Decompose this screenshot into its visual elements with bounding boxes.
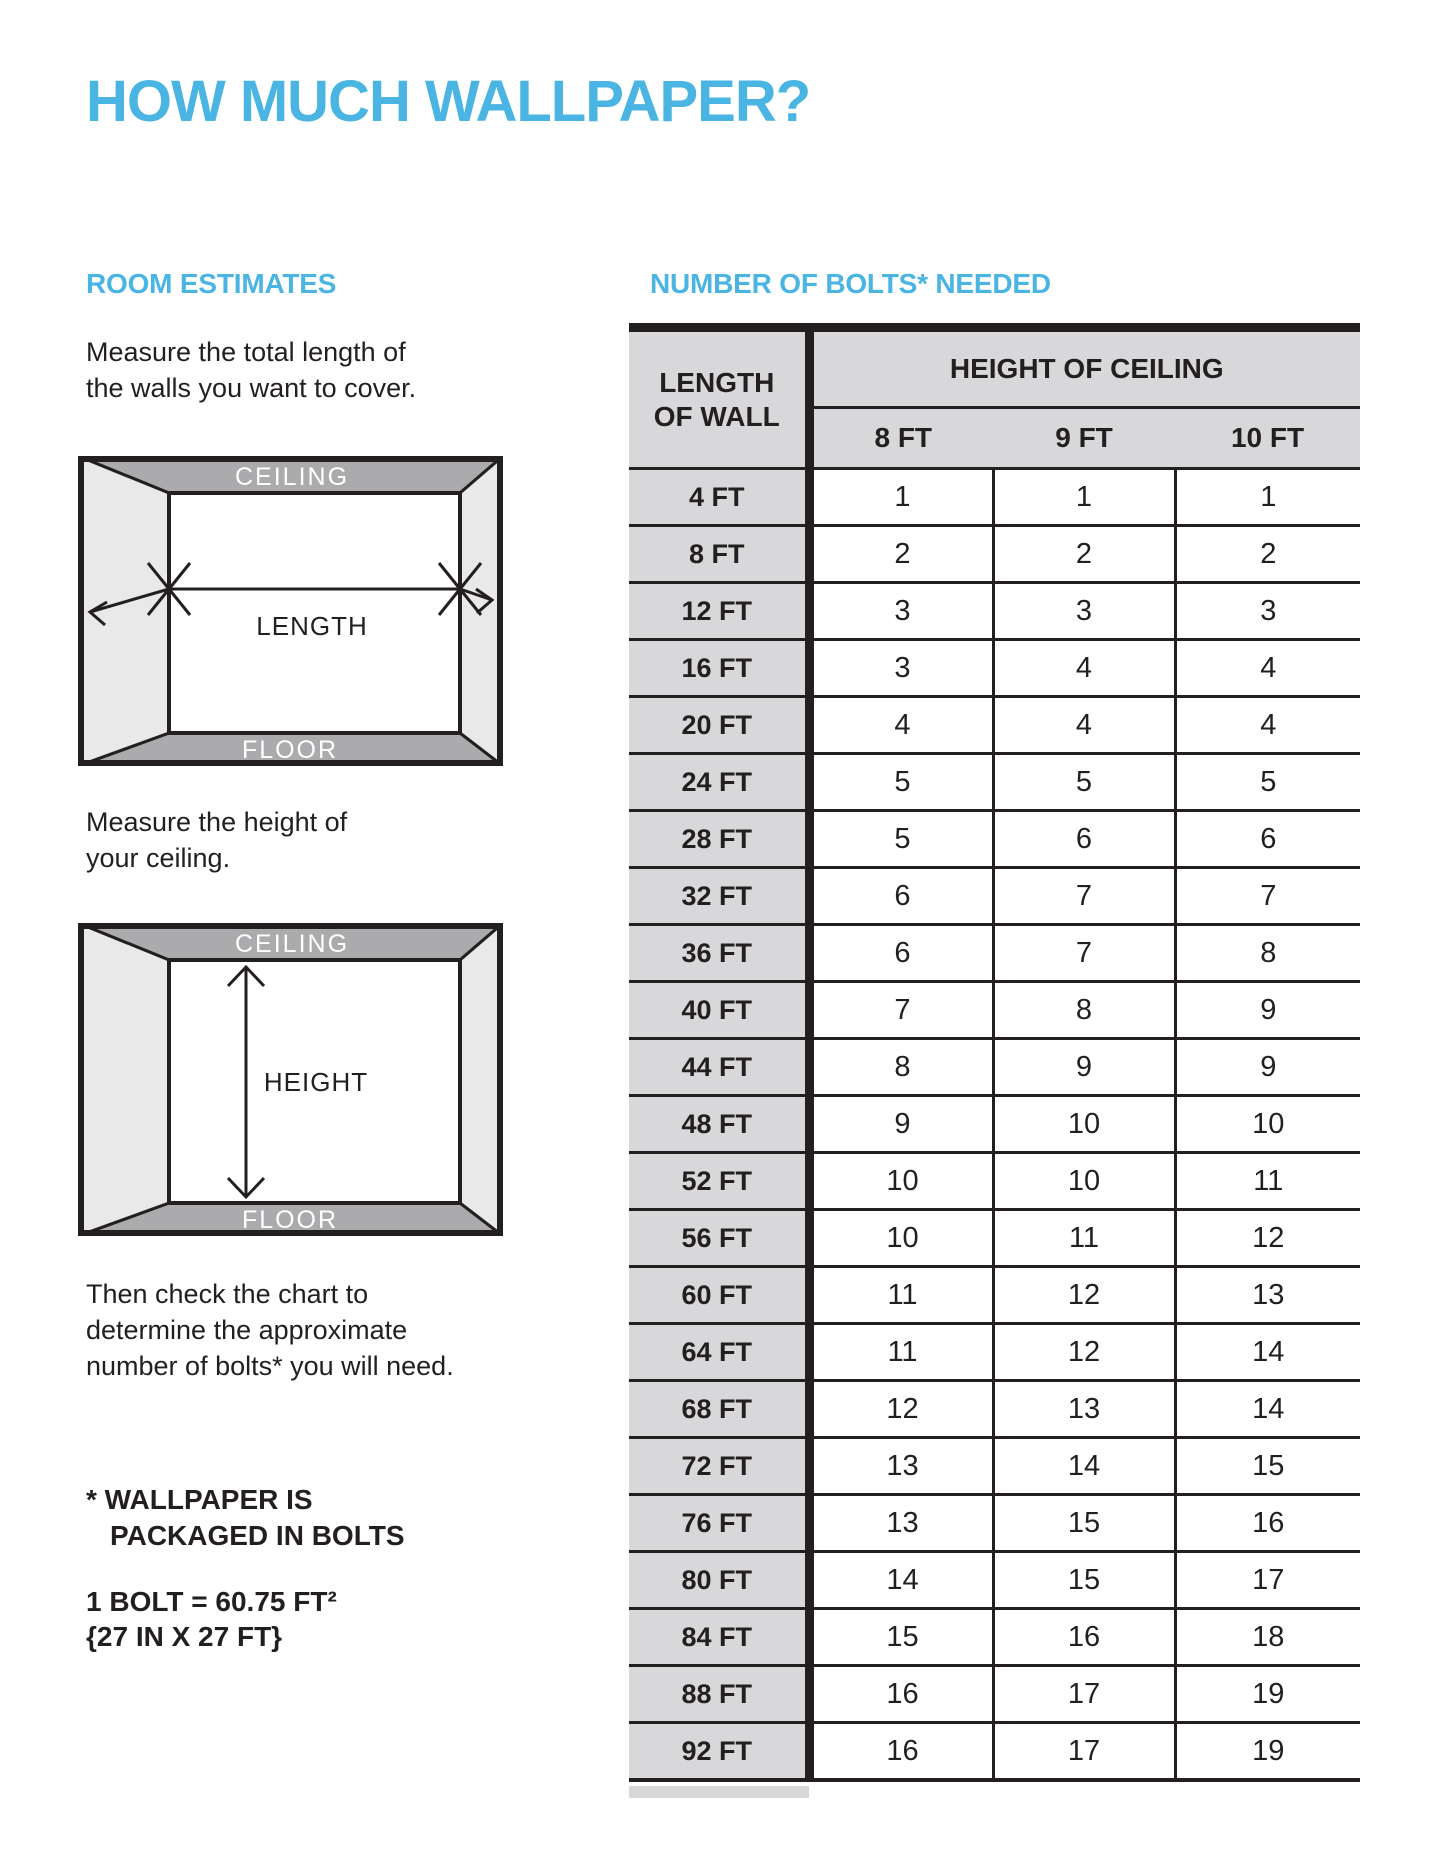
row-label: 28 FT	[629, 811, 809, 868]
height-of-ceiling-header: HEIGHT OF CEILING	[809, 328, 1360, 408]
step3-line1: Then check the chart to	[86, 1279, 369, 1309]
bolt-count-cell: 11	[809, 1267, 993, 1324]
row-label: 48 FT	[629, 1096, 809, 1153]
table-row	[629, 1552, 1360, 1609]
row-label: 16 FT	[629, 640, 809, 697]
table-row	[629, 1495, 1360, 1552]
bolt-count-cell: 7	[993, 868, 1175, 925]
footnote-line2: PACKAGED IN BOLTS	[110, 1520, 405, 1551]
bolt-count-cell: 17	[993, 1666, 1175, 1723]
table-row	[629, 697, 1360, 754]
col-header-8ft: 8 FT	[809, 408, 993, 469]
bolt-count-cell: 15	[809, 1609, 993, 1666]
bolt-count-cell: 11	[1175, 1153, 1360, 1210]
bolt-count-cell: 6	[1175, 811, 1360, 868]
bolt-count-cell: 11	[809, 1324, 993, 1381]
bolt-count-cell: 13	[1175, 1267, 1360, 1324]
ceiling-height-diagram	[78, 923, 503, 1236]
row-label: 20 FT	[629, 697, 809, 754]
bolt-count-cell: 14	[993, 1438, 1175, 1495]
table-row	[629, 1324, 1360, 1381]
row-label: 76 FT	[629, 1495, 809, 1552]
row-label: 60 FT	[629, 1267, 809, 1324]
bolt-count-cell: 1	[1175, 469, 1360, 526]
row-label: 36 FT	[629, 925, 809, 982]
bolt-count-cell: 9	[993, 1039, 1175, 1096]
bolt-size-line2: {27 IN X 27 FT}	[86, 1621, 283, 1652]
bolt-count-cell: 7	[1175, 868, 1360, 925]
row-label: 24 FT	[629, 754, 809, 811]
left-wall	[78, 923, 169, 1236]
table-row	[629, 1723, 1360, 1781]
bolts-needed-table	[629, 323, 1360, 1782]
bolt-count-cell: 9	[1175, 1039, 1360, 1096]
bolt-count-cell: 10	[809, 1210, 993, 1267]
row-label: 56 FT	[629, 1210, 809, 1267]
bolt-count-cell: 5	[1175, 754, 1360, 811]
table-row	[629, 754, 1360, 811]
table-row	[629, 1267, 1360, 1324]
ceiling-label: CEILING	[234, 463, 350, 491]
table-footer-tab	[629, 1786, 809, 1798]
bolt-count-cell: 17	[1175, 1552, 1360, 1609]
bolt-count-cell: 12	[1175, 1210, 1360, 1267]
step2-line2: your ceiling.	[86, 843, 231, 873]
bolt-count-cell: 7	[809, 982, 993, 1039]
step1-line1: Measure the total length of	[86, 337, 406, 367]
table-row	[629, 868, 1360, 925]
bolt-count-cell: 14	[1175, 1324, 1360, 1381]
page-title: HOW MUCH WALLPAPER?	[86, 69, 811, 134]
row-label: 52 FT	[629, 1153, 809, 1210]
bolt-count-cell: 4	[1175, 640, 1360, 697]
row-label: 64 FT	[629, 1324, 809, 1381]
row-label: 12 FT	[629, 583, 809, 640]
table-row	[629, 526, 1360, 583]
bolt-count-cell: 7	[993, 925, 1175, 982]
bolt-count-cell: 8	[1175, 925, 1360, 982]
bolt-count-cell: 5	[809, 811, 993, 868]
table-row	[629, 583, 1360, 640]
bolt-count-cell: 5	[993, 754, 1175, 811]
bolt-count-cell: 3	[809, 583, 993, 640]
length-of-wall-header-text: LENGTH OF WALL	[653, 366, 780, 432]
bolt-count-cell: 5	[809, 754, 993, 811]
row-label: 88 FT	[629, 1666, 809, 1723]
ceiling-label: CEILING	[234, 930, 350, 958]
bolt-count-cell: 2	[809, 526, 993, 583]
table-row	[629, 925, 1360, 982]
row-label: 4 FT	[629, 469, 809, 526]
step2-line1: Measure the height of	[86, 807, 348, 837]
step3-line3: number of bolts* you will need.	[86, 1351, 454, 1381]
row-label: 40 FT	[629, 982, 809, 1039]
bolt-count-cell: 4	[993, 640, 1175, 697]
bolt-count-cell: 16	[993, 1609, 1175, 1666]
table-row	[629, 811, 1360, 868]
row-label: 8 FT	[629, 526, 809, 583]
bolt-count-cell: 1	[809, 469, 993, 526]
table-row	[629, 1039, 1360, 1096]
bolt-count-cell: 12	[809, 1381, 993, 1438]
bolt-count-cell: 16	[809, 1723, 993, 1781]
bolt-count-cell: 6	[809, 925, 993, 982]
room-length-diagram	[78, 456, 503, 766]
bolt-count-cell: 15	[993, 1495, 1175, 1552]
bolt-count-cell: 2	[993, 526, 1175, 583]
table-row	[629, 640, 1360, 697]
step1-line2: the walls you want to cover.	[86, 373, 417, 403]
bolt-count-cell: 3	[809, 640, 993, 697]
bolt-count-cell: 17	[993, 1723, 1175, 1781]
col-header-10ft: 10 FT	[1175, 408, 1360, 469]
bolt-count-cell: 11	[993, 1210, 1175, 1267]
bolt-count-cell: 12	[993, 1324, 1175, 1381]
table-header-row	[629, 328, 1360, 408]
row-label: 68 FT	[629, 1381, 809, 1438]
bolt-count-cell: 10	[809, 1153, 993, 1210]
bolt-count-cell: 1	[993, 469, 1175, 526]
bolt-count-cell: 10	[1175, 1096, 1360, 1153]
floor-label: FLOOR	[241, 1206, 339, 1234]
bolt-count-cell: 9	[1175, 982, 1360, 1039]
bolt-size-info	[86, 1584, 337, 1654]
bolt-count-cell: 16	[809, 1666, 993, 1723]
row-label: 92 FT	[629, 1723, 809, 1781]
bolt-count-cell: 13	[809, 1495, 993, 1552]
bolt-count-cell: 18	[1175, 1609, 1360, 1666]
row-label: 72 FT	[629, 1438, 809, 1495]
floor-label: FLOOR	[241, 736, 339, 764]
table-row	[629, 1381, 1360, 1438]
room-estimates-heading: ROOM ESTIMATES	[86, 268, 337, 299]
table-row	[629, 1438, 1360, 1495]
bolt-count-cell: 19	[1175, 1666, 1360, 1723]
row-label: 32 FT	[629, 868, 809, 925]
bolt-count-cell: 15	[993, 1552, 1175, 1609]
table-row	[629, 469, 1360, 526]
bolt-count-cell: 16	[1175, 1495, 1360, 1552]
bolt-count-cell: 3	[993, 583, 1175, 640]
bolt-count-cell: 4	[1175, 697, 1360, 754]
length-of-wall-header	[629, 328, 809, 469]
bolt-count-cell: 12	[993, 1267, 1175, 1324]
bolt-size-line1: 1 BOLT = 60.75 FT²	[86, 1586, 337, 1617]
step2-text	[86, 804, 347, 876]
bolt-count-cell: 4	[809, 697, 993, 754]
bolt-count-cell: 10	[993, 1153, 1175, 1210]
table-row	[629, 982, 1360, 1039]
bolt-count-cell: 3	[1175, 583, 1360, 640]
right-wall	[460, 923, 503, 1236]
height-label: HEIGHT	[263, 1067, 369, 1097]
bolt-count-cell: 6	[809, 868, 993, 925]
row-label: 84 FT	[629, 1609, 809, 1666]
bolt-count-cell: 8	[809, 1039, 993, 1096]
bolt-count-cell: 13	[993, 1381, 1175, 1438]
step3-text	[86, 1276, 454, 1384]
row-label: 44 FT	[629, 1039, 809, 1096]
table-row	[629, 1153, 1360, 1210]
footnote-line1: * WALLPAPER IS	[86, 1484, 313, 1515]
table-row	[629, 1666, 1360, 1723]
col-header-9ft: 9 FT	[993, 408, 1175, 469]
length-label: LENGTH	[256, 611, 368, 641]
bolt-count-cell: 4	[993, 697, 1175, 754]
step1-text	[86, 334, 416, 406]
bolt-count-cell: 13	[809, 1438, 993, 1495]
bolt-count-cell: 14	[809, 1552, 993, 1609]
table-row	[629, 1609, 1360, 1666]
bolt-count-cell: 19	[1175, 1723, 1360, 1781]
table-row	[629, 1210, 1360, 1267]
table-row	[629, 1096, 1360, 1153]
bolt-count-cell: 9	[809, 1096, 993, 1153]
bolt-count-cell: 2	[1175, 526, 1360, 583]
bolt-count-cell: 10	[993, 1096, 1175, 1153]
bolt-count-cell: 14	[1175, 1381, 1360, 1438]
bolts-footnote	[86, 1482, 405, 1554]
row-label: 80 FT	[629, 1552, 809, 1609]
bolts-needed-heading: NUMBER OF BOLTS* NEEDED	[650, 268, 1051, 299]
bolt-count-cell: 8	[993, 982, 1175, 1039]
bolt-count-cell: 6	[993, 811, 1175, 868]
step3-line2: determine the approximate	[86, 1315, 408, 1345]
bolt-count-cell: 15	[1175, 1438, 1360, 1495]
